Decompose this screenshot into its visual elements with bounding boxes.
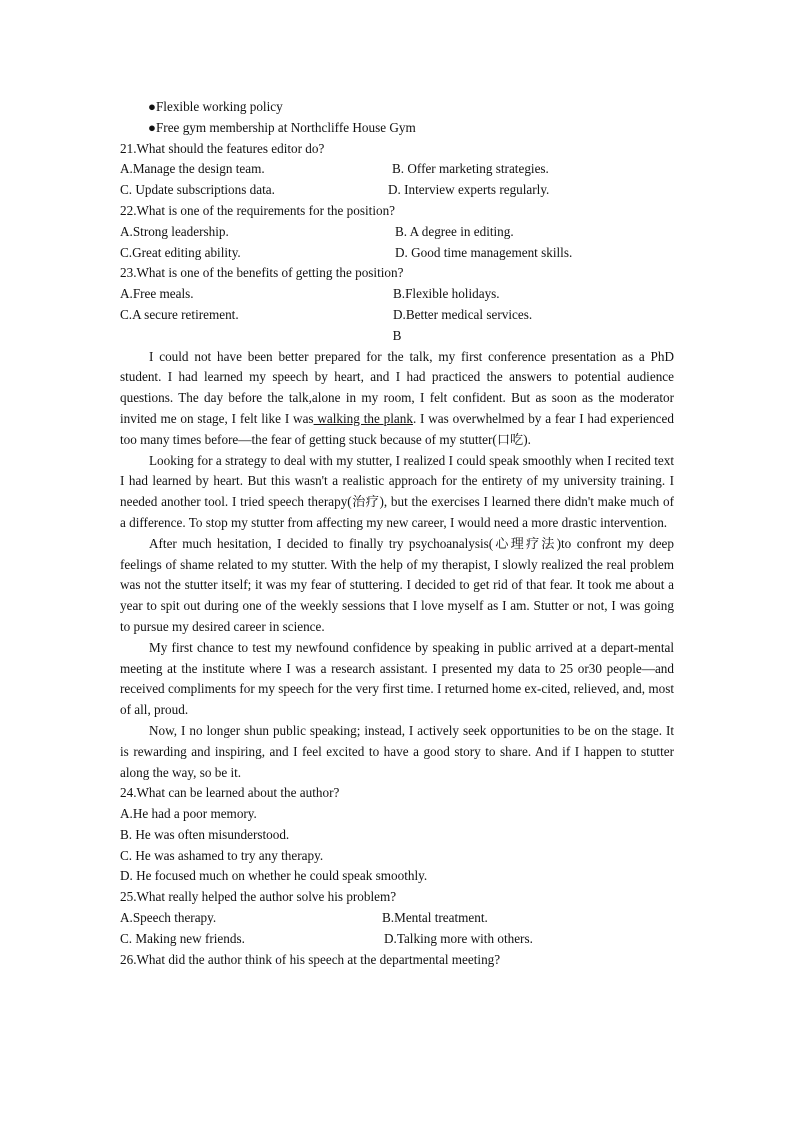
question-22-option-d: D. Good time management skills. (395, 244, 573, 260)
question-22-options-ab (120, 222, 674, 243)
passage-paragraph-2: Looking for a strategy to deal with my stutter, I realized I could speak smoothly when I recited text I had learned by heart. But this wasn't a realistic approach for the entirety of my university training. I needed another tool. I tried speech therapy(治疗), but the exercises I learned there didn't make much of a difference. To stop my stutter from affecting my new career, I would need a more drastic intervention. (120, 452, 674, 530)
question-25-option-c: C. Making new friends. (120, 930, 245, 946)
question-24-stem: 24.What can be learned about the author? (120, 785, 340, 801)
bullet-flexible-working: ●Flexible working policy (148, 99, 283, 114)
question-23-stem: 23.What is one of the benefits of getting the position? (120, 265, 404, 281)
question-22-option-b: B. A degree in editing. (395, 223, 514, 239)
question-24-option-c: C. He was ashamed to try any therapy. (120, 847, 324, 863)
passage-p1-end: . I was overwhelmed by a fear I had experienced too many times before—the fear of getting stuck because of my stutter(口吃). (120, 410, 674, 447)
question-21-option-a: A.Manage the design team. (120, 161, 265, 177)
passage-p1-underlined-phrase: walking the plank (313, 410, 413, 426)
passage-paragraph-4: My first chance to test my newfound confidence by speaking in public arrived at a depart-mental meeting at the institute where I was a research assistant. I presented my data to 25 or30 people—and received compliments for my speech for the very first time. I returned home ex-cited, relieved, and, most of all, proud. (120, 639, 674, 718)
question-26-stem: 26.What did the author think of his speech at the departmental meeting? (120, 951, 501, 967)
question-23-option-d: D.Better medical services. (393, 306, 533, 322)
question-25-options-cd (120, 929, 674, 950)
question-25-option-b: B.Mental treatment. (382, 910, 488, 926)
question-22-stem: 22.What is one of the requirements for the position? (120, 202, 396, 218)
question-23-option-b: B.Flexible holidays. (393, 286, 500, 302)
question-22-option-a: A.Strong leadership. (120, 223, 229, 239)
question-21-option-b: B. Offer marketing strategies. (392, 161, 549, 177)
question-23-options-cd (120, 305, 674, 326)
question-21-options-cd (120, 180, 674, 201)
question-23-options-ab (120, 284, 674, 305)
question-22-options-cd (120, 243, 674, 264)
bullet-gym-membership: ●Free gym membership at Northcliffe House Gym (148, 119, 416, 135)
question-24-option-b: B. He was often misunderstood. (120, 826, 290, 842)
passage-paragraph-1 (120, 347, 674, 451)
passage-paragraph-3: After much hesitation, I decided to finally try psychoanalysis(心理疗法)to confront my deep feelings of shame related to my stutter. With the help of my therapist, I slowly realized the real problem was not the stutter itself; it was my fear of stuttering. I decided to get rid of that fear. It took me about a year to spit out during one of the weekly sessions that I love myself as I am. Stutter or not, I was going to pursue my desired career in science. (120, 535, 674, 634)
question-24-option-d: D. He focused much on whether he could speak smoothly. (120, 868, 428, 884)
question-21-options-ab (120, 159, 674, 180)
question-23-option-c: C.A secure retirement. (120, 306, 239, 322)
question-25-option-d: D.Talking more with others. (384, 930, 533, 946)
section-label-b: B (392, 327, 402, 343)
question-22-option-c: C.Great editing ability. (120, 244, 241, 260)
question-21-option-d: D. Interview experts regularly. (388, 182, 550, 198)
question-24-option-a: A.He had a poor memory. (120, 806, 257, 822)
question-25-options-ab (120, 908, 674, 929)
question-25-stem: 25.What really helped the author solve his problem? (120, 889, 397, 905)
question-21-option-c: C. Update subscriptions data. (120, 182, 275, 198)
question-23-option-a: A.Free meals. (120, 286, 194, 302)
passage-paragraph-5: Now, I no longer shun public speaking; instead, I actively seek opportunities to be on the stage. It is rewarding and inspiring, and I feel excited to have a good story to share. And if I happen to stutter along the way, so be it. (120, 722, 674, 780)
question-25-option-a: A.Speech therapy. (120, 910, 217, 926)
passage-p1-start: I could not have been better prepared for the talk, my first conference presentation as a PhD student. I had learned my speech by heart, and I had practiced the answers to potential audience questions. The day before the talk,alone in my room, I felt confident. But as soon as the moderator invited me on stage, I felt like I was (120, 348, 674, 426)
document-content (120, 97, 674, 970)
question-21-stem: 21.What should the features editor do? (120, 140, 325, 156)
